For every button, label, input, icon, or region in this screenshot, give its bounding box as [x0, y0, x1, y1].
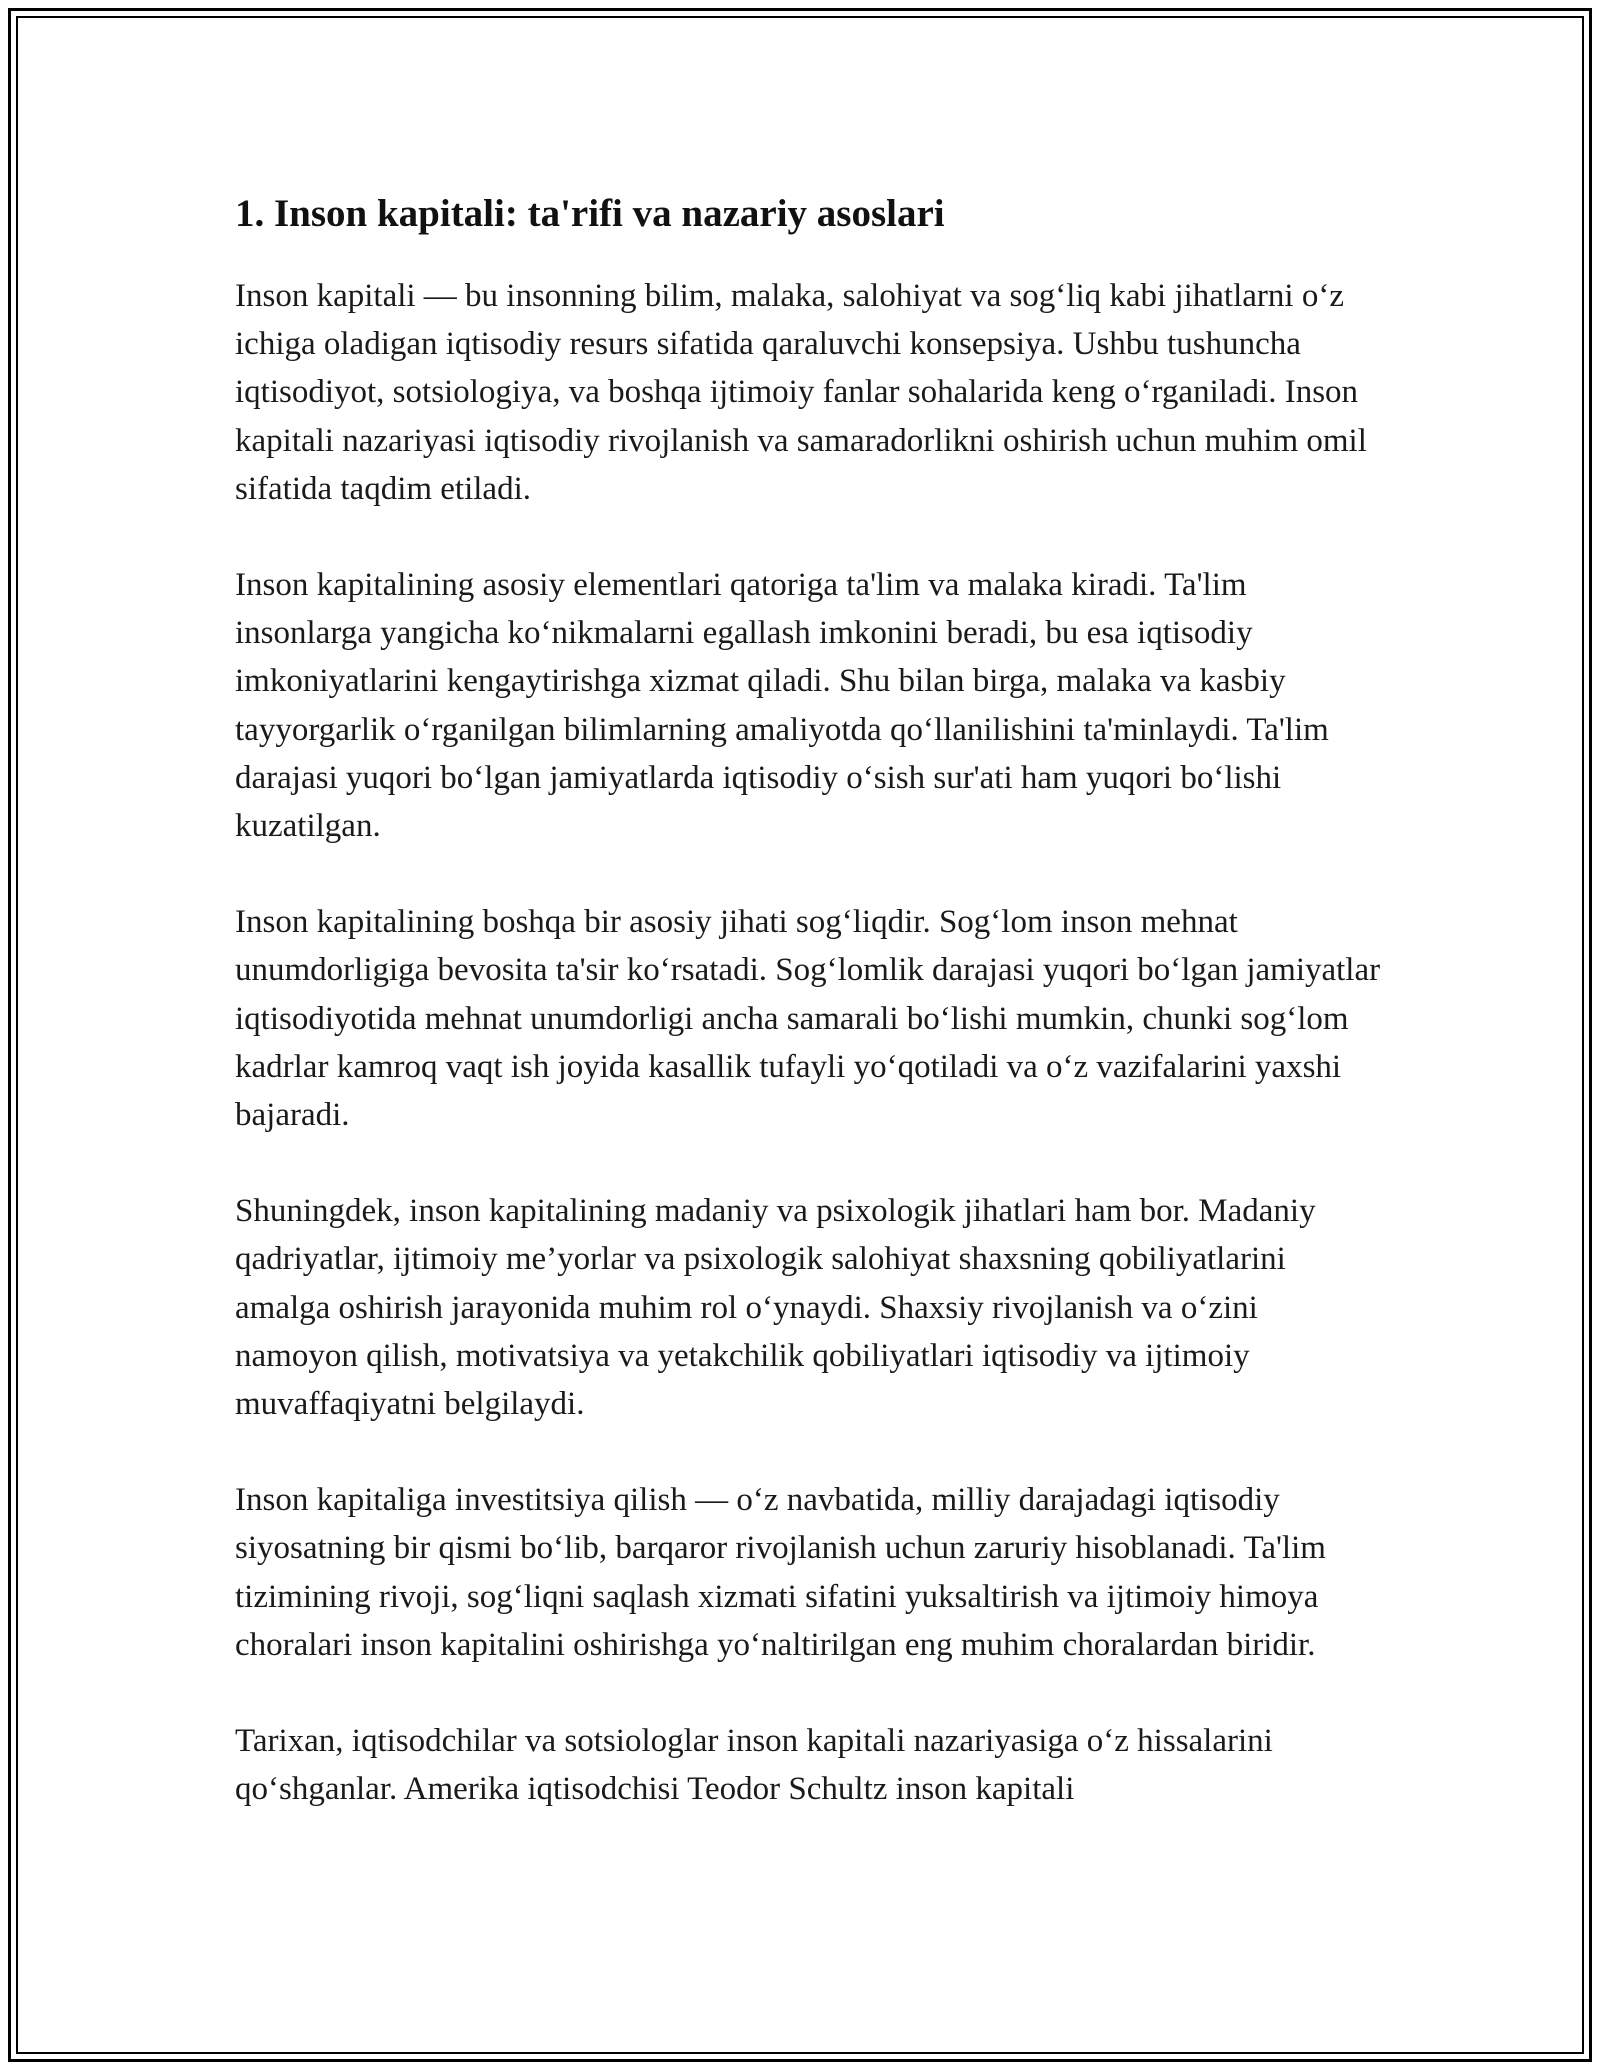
section-heading: 1. Inson kapitali: ta'rifi va nazariy asoslari — [235, 192, 945, 235]
paragraph-culture-psychology: Shuningdek, inson kapitalining madaniy va psixologik jihatlari ham bor. Madaniy qadriyatlar, ijtimoiy me’yorlar va psixologik salohiyat shaxsning qobiliyatlarini amalga oshirish jarayonida muhim rol oʻynaydi. Shaxsiy rivojlanish va oʻzini namoyon qilish, motivatsiya va yetakchilik qobiliyatlari iqtisodiy va ijtimoiy muvaffaqiyatni belgilaydi. — [235, 1193, 1316, 1423]
paragraph-investment: Inson kapitaliga investitsiya qilish — oʻz navbatida, milliy darajadagi iqtisodiy siyosatning bir qismi boʻlib, barqaror rivojlanish uchun zaruriy hisoblanadi. Ta'lim tizimining rivoji, sogʻliqni saqlash xizmati sifatini yuksaltirish va ijtimoiy himoya choralari inson kapitalini oshirishga yoʻnaltirilgan eng muhim choralardan biridir. — [235, 1482, 1326, 1663]
paragraph-education: Inson kapitalining asosiy elementlari qatoriga ta'lim va malaka kiradi. Ta'lim insonlarga yangicha koʻnikmalarni egallash imkonini beradi, bu esa iqtisodiy imkoniyatlarini kengaytirishga xizmat qiladi. Shu bilan birga, malaka va kasbiy tayyorgarlik oʻrganilgan bilimlarning amaliyotda qoʻllanilishini ta'minlaydi. Ta'lim darajasi yuqori boʻlgan jamiyatlarda iqtisodiy oʻsish sur'ati ham yuqori boʻlishi kuzatilgan. — [235, 567, 1329, 845]
document-body — [235, 186, 1385, 1813]
paragraph-history: Tarixan, iqtisodchilar va sotsiologlar inson kapitali nazariyasiga oʻz hissalarini qoʻshganlar. Amerika iqtisodchisi Teodor Schultz inson kapitali — [235, 1723, 1273, 1808]
paragraph-health: Inson kapitalining boshqa bir asosiy jihati sogʻliqdir. Sogʻlom inson mehnat unumdorligiga bevosita ta'sir koʻrsatadi. Sogʻlomlik darajasi yuqori boʻlgan jamiyatlar iqtisodiyotida mehnat unumdorligi ancha samarali boʻlishi mumkin, chunki sogʻlom kadrlar kamroq vaqt ish joyida kasallik tufayli yoʻqotiladi va oʻz vazifalarini yaxshi bajaradi. — [235, 904, 1381, 1134]
paragraph-definition: Inson kapitali — bu insonning bilim, malaka, salohiyat va sogʻliq kabi jihatlarni oʻz ichiga oladigan iqtisodiy resurs sifatida qaraluvchi konsepsiya. Ushbu tushuncha iqtisodiyot, sotsiologiya, va boshqa ijtimoiy fanlar sohalarida keng oʻrganiladi. Inson kapitali nazariyasi iqtisodiy rivojlanish va samaradorlikni oshirish uchun muhim omil sifatida taqdim etiladi. — [235, 278, 1367, 507]
